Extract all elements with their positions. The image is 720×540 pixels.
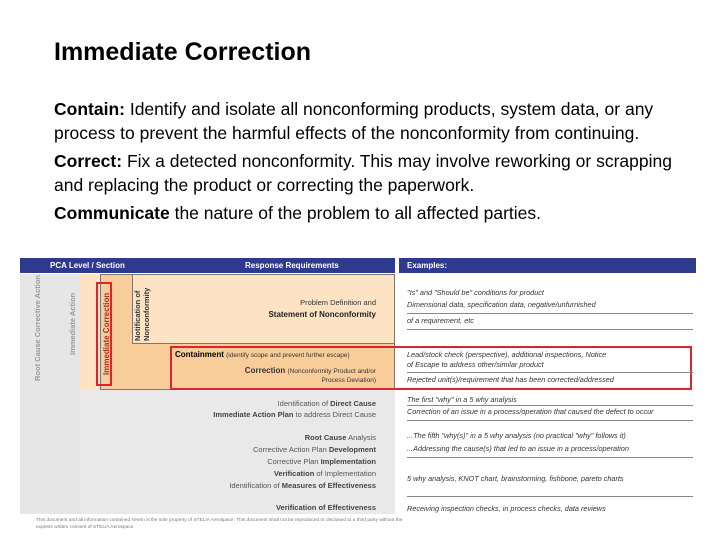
example-line: Receiving inspection checks, in process checks, data reviews: [407, 504, 606, 513]
correction-desc: (Nonconformity Product and/or: [287, 368, 376, 375]
cap-impl-prefix: Corrective Plan: [267, 457, 319, 466]
example-line: ...The fifth "why(s)" in a 5 why analysis (no practical "why" follows it): [407, 431, 626, 440]
correction-label: [245, 366, 376, 375]
example-line: Lead/stock check (perspective), additional inspections, Notice: [407, 350, 607, 359]
root-cause-label: [305, 433, 376, 442]
figure-header-mid: Response Requirements: [245, 261, 339, 270]
cap-impl-term: Implementation: [320, 457, 376, 466]
bullet-term: Correct:: [54, 151, 123, 171]
correction-desc-2: Process Deviation): [321, 377, 376, 384]
containment-label: [175, 350, 350, 359]
verif-eff-term: Verification of Effectiveness: [275, 503, 376, 512]
notification-box: [132, 274, 395, 344]
root-cause-term: Root Cause: [304, 433, 347, 442]
example-line: Correction of an issue in a process/operation that caused the defect to occur: [407, 407, 654, 416]
example-line: of a requirement, etc: [407, 316, 474, 325]
measures-label: [229, 481, 376, 490]
verif-impl-term: Verification: [273, 469, 315, 478]
example-separator: [407, 457, 693, 458]
bullet-term: Communicate: [54, 203, 170, 223]
iap-suffix: to address Direct Cause: [295, 410, 376, 419]
example-line: ...Addressing the cause(s) that led to an issue in a process/operation: [407, 444, 629, 453]
bullet-text: Fix a detected nonconformity. This may involve reworking or scrapping and replacing the product or correcting the paperwork.: [54, 151, 672, 195]
vlabel-immediate-correction: Immediate Correction: [102, 292, 111, 375]
bullet-text: Identify and isolate all nonconforming products, system data, or any process to prevent the harmful effects of the nonconformity from continuing.: [54, 99, 654, 143]
vlabel-immediate-action: Immediate Action: [68, 292, 77, 355]
problem-definition-label: Problem Definition and: [300, 298, 376, 307]
slide-title: Immediate Correction: [54, 38, 312, 66]
example-line: Dimensional data, specification data, negative/unfurnished: [407, 300, 596, 309]
verif-impl-suffix: of Implementation: [316, 469, 376, 478]
pca-figure: [20, 258, 696, 520]
example-line: 5 why analysis, KNOT chart, brainstorming, fishbone, pareto charts: [407, 474, 624, 483]
bullet-list: [54, 97, 694, 229]
cap-dev-term: Development: [328, 445, 376, 454]
root-cause-suffix: Analysis: [348, 433, 376, 442]
red-highlight-correction-column: [96, 282, 112, 386]
direct-cause-label: [278, 399, 376, 408]
bullet-correct: [54, 149, 694, 197]
verif-eff-label: [276, 503, 376, 512]
bullet-communicate: [54, 201, 694, 225]
measures-term: Measures of Effectiveness: [281, 481, 376, 490]
cap-dev-label: [253, 445, 376, 454]
bullet-contain: [54, 97, 694, 145]
vlabel-notification: Notification of Nonconformity: [133, 287, 151, 341]
containment-term: Containment: [175, 350, 224, 359]
cap-dev-prefix: Corrective Action Plan: [253, 445, 327, 454]
statement-label: Statement of Nonconformity: [268, 310, 376, 319]
cap-impl-label: [267, 457, 376, 466]
example-line: The first "why" in a 5 why analysis: [407, 395, 517, 404]
direct-cause-prefix: Identification of: [277, 399, 329, 408]
correction-term: Correction: [244, 366, 286, 375]
example-separator: [407, 405, 693, 406]
figure-header-left: PCA Level / Section: [20, 258, 395, 273]
example-line: Rejected unit(s)/requirement that has been corrected/addressed: [407, 375, 614, 384]
example-separator: [407, 313, 693, 314]
example-separator: [407, 420, 693, 421]
example-line: of Escape to address other/similar product: [407, 360, 544, 369]
example-separator: [407, 329, 693, 330]
containment-desc: (identify scope and prevent further escape): [226, 352, 350, 359]
example-line: "Is" and "Should be" conditions for product: [407, 288, 544, 297]
vlabel-root-cause: Root Cause Corrective Action: [33, 275, 42, 381]
direct-cause-term: Direct Cause: [330, 399, 376, 408]
verif-impl-label: [274, 469, 376, 478]
bullet-term: Contain:: [54, 99, 125, 119]
example-separator: [407, 372, 693, 373]
measures-prefix: Identification of: [229, 481, 280, 490]
iap-label: [213, 410, 376, 419]
iap-term: Immediate Action Plan: [213, 410, 294, 419]
bullet-text: the nature of the problem to all affected parties.: [169, 203, 542, 223]
footer-disclaimer: This document and all information contained herein is the sole property of STELIA Aerospace. This document shall not be reproduced or disclosed to a third party without the express written consent of STELIA Aerospace.: [36, 518, 403, 530]
figure-header-right: Examples:: [399, 258, 696, 273]
example-separator: [407, 496, 693, 497]
